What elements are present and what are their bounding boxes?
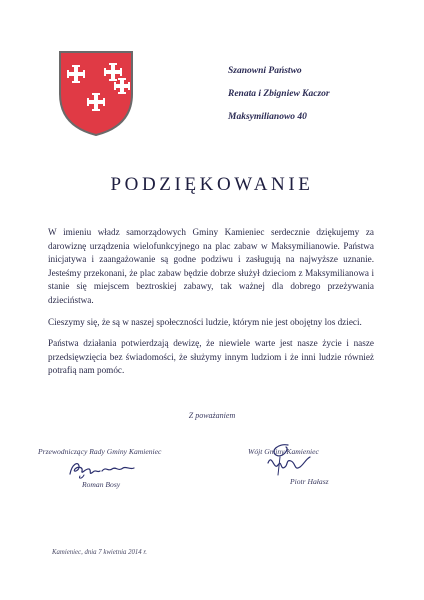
body-paragraph-2: Cieszymy się, że są w naszej społeczności ludzie, którym nie jest obojętny los dzieci. [48,316,362,327]
recipient-greeting: Szanowni Państwo [228,66,302,76]
signatory-name-right: Piotr Hałasz [290,477,329,486]
body-paragraph-1: W imieniu władz samorządowych Gminy Kamieniec serdecznie dziękujemy za darowiznę urządzenia wielofunkcyjnego na plac zabaw w Maksymilianowie. Państwa inicjatywa i zaangażowanie są godne podziwu i zasługują na najwyższe uznanie. Jesteśmy przekonani, że plac zabaw będzie dobrze służył dzieciom z Maksymilianowa i stanie się miejscem beztroskiej zabawy, tak ważnej dla dobrego przeżywania dzieciństwa. [48,227,374,305]
handwritten-signature-right [258,441,318,477]
place-and-date: Kamieniec, dnia 7 kwietnia 2014 r. [52,549,147,556]
letter-title: PODZIĘKOWANIE [110,174,314,195]
signature-block-left [38,447,228,489]
coat-of-arms-crosses-icon [56,48,136,138]
body-paragraph-3: Państwa działania potwierdzają dewizę, że niewiele warte jest nasze życie i nasze przedsięwzięcia bez świadomości, że służymy innym ludziom i że inni ludzie również potrafią nam pomóc. [48,338,374,376]
closing-regards: Z poważaniem [188,411,236,420]
recipient-address [228,64,330,133]
signature-block-right [248,447,388,486]
recipient-address-line: Maksymilianowo 40 [228,112,307,122]
handwritten-signature-left [66,458,138,480]
signatory-role-left: Przewodniczący Rady Gminy Kamieniec [38,447,162,456]
recipient-names: Renata i Zbigniew Kaczor [228,89,330,99]
signatory-name-left: Roman Bosy [82,480,121,489]
signatory-role-right: Wójt Gminy Kamieniec [248,447,319,456]
letter-body [48,226,374,386]
